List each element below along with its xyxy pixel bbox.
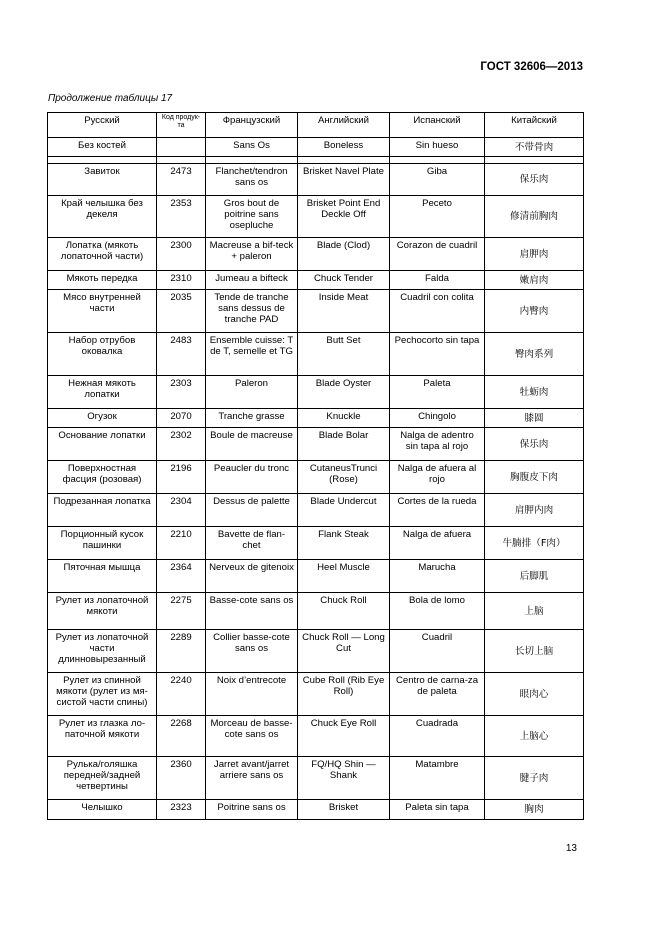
document-title: ГОСТ 32606—2013 [480,61,583,73]
cell-chinese: 内臀肉 [485,290,584,333]
cell-code: 2196 [157,461,206,494]
cell-french: Basse-cote sans os [206,593,298,630]
subheader-code [157,138,206,157]
cell-french: Collier basse-cote sans os [206,630,298,673]
cell-chinese: 上脑心 [485,716,584,757]
cell-chinese: 长切上脑 [485,630,584,673]
table-row [48,428,584,461]
cell-english: Chuck Tender [298,271,390,290]
table-row [48,376,584,409]
subheader-row [48,138,584,157]
cell-french: Bavette de flan-chet [206,527,298,560]
cell-spanish: Chingolo [390,409,485,428]
cell-chinese: 修清前胸肉 [485,196,584,238]
cell-french: Flanchet/tendron sans os [206,164,298,196]
table-row [48,593,584,630]
cell-chinese: 牛腩排（F肉） [485,527,584,560]
cell-code: 2302 [157,428,206,461]
table-row [48,461,584,494]
cell-chinese: 保乐肉 [485,428,584,461]
cell-russian: Мякоть передка [48,271,157,290]
cell-code: 2210 [157,527,206,560]
table-row [48,630,584,673]
cell-russian: Нежная мякоть лопатки [48,376,157,409]
cell-spanish: Paleta sin tapa [390,800,485,820]
cell-code: 2289 [157,630,206,673]
cell-english: Blade (Clod) [298,238,390,271]
cell-english: Cube Roll (Rib Eye Roll) [298,673,390,716]
cell-french: Tende de tranche sans dessus de tranche PAD [206,290,298,333]
cell-chinese: 胸腹皮下肉 [485,461,584,494]
cell-english: Chuck Eye Roll [298,716,390,757]
cell-russian: Челышко [48,800,157,820]
subheader-english: Boneless [298,138,390,157]
table-row [48,800,584,820]
cell-french: Nerveux de gitenoix [206,560,298,593]
header-english: Английский [298,113,390,138]
cell-french: Paleron [206,376,298,409]
subheader-russian: Без костей [48,138,157,157]
cell-code: 2303 [157,376,206,409]
cell-russian: Край челышка без декеля [48,196,157,238]
table-row [48,238,584,271]
cell-english: CutaneusTrunci (Rose) [298,461,390,494]
cell-spanish: Bola de lomo [390,593,485,630]
cell-spanish: Nalga de afuera [390,527,485,560]
header-code: Код продук-та [157,113,206,138]
table-row [48,494,584,527]
cell-french: Poitrine sans os [206,800,298,820]
cell-chinese: 嫩肩肉 [485,271,584,290]
cell-chinese: 肩胛肉 [485,238,584,271]
cell-russian: Набор отрубов оковалка [48,333,157,376]
cell-code: 2035 [157,290,206,333]
cell-russian: Рулет из спинной мякоти (рулет из мя-систой части спины) [48,673,157,716]
cell-french: Peaucler du tronc [206,461,298,494]
cell-french: Jumeau a bifteck [206,271,298,290]
table-row [48,673,584,716]
cell-english: Knuckle [298,409,390,428]
header-gap [48,157,584,164]
table-caption: Продолжение таблицы 17 [48,93,173,104]
cell-russian: Пяточная мышца [48,560,157,593]
cell-chinese: 上脑 [485,593,584,630]
cell-spanish: Giba [390,164,485,196]
cell-chinese: 臀肉系列 [485,333,584,376]
cell-spanish: Centro de carna-za de paleta [390,673,485,716]
cell-chinese: 保乐肉 [485,164,584,196]
header-chinese: Китайский [485,113,584,138]
cell-code: 2473 [157,164,206,196]
subheader-spanish: Sin hueso [390,138,485,157]
table-row [48,164,584,196]
cell-russian: Рулет из лопаточной мякоти [48,593,157,630]
table-row [48,527,584,560]
cell-english: Chuck Roll — Long Cut [298,630,390,673]
page-number: 13 [565,843,577,854]
cell-code: 2360 [157,757,206,800]
cell-chinese: 腱子肉 [485,757,584,800]
cell-french: Jarret avant/jarret arriere sans os [206,757,298,800]
cell-russian: Лопатка (мякоть лопаточной части) [48,238,157,271]
header-spanish: Испанский [390,113,485,138]
cell-code: 2268 [157,716,206,757]
cell-russian: Рулька/голяшка передней/задней четвертины [48,757,157,800]
table-row [48,560,584,593]
cell-french: Ensemble cuisse: T de T, semelle et TG [206,333,298,376]
cell-spanish: Matambre [390,757,485,800]
cell-code: 2304 [157,494,206,527]
cell-spanish: Cuadril [390,630,485,673]
cell-code: 2310 [157,271,206,290]
cuts-table [47,112,584,820]
cell-spanish: Nalga de adentro sin tapa al rojo [390,428,485,461]
cell-english: Blade Oyster [298,376,390,409]
header-russian: Русский [48,113,157,138]
subheader-chinese: 不带骨肉 [485,138,584,157]
table-row [48,196,584,238]
cell-russian: Огузок [48,409,157,428]
cell-french: Gros bout de poitrine sans osepluche [206,196,298,238]
cell-spanish: Corazon de cuadril [390,238,485,271]
cell-french: Dessus de palette [206,494,298,527]
cell-spanish: Cortes de la rueda [390,494,485,527]
cell-code: 2364 [157,560,206,593]
cell-spanish: Pechocorto sin tapa [390,333,485,376]
cell-code: 2070 [157,409,206,428]
cell-russian: Основание лопатки [48,428,157,461]
cell-russian: Поверхностная фасция (розовая) [48,461,157,494]
cell-chinese: 后脚肌 [485,560,584,593]
cell-spanish: Paleta [390,376,485,409]
cell-russian: Подрезанная лопатка [48,494,157,527]
subheader-french: Sans Os [206,138,298,157]
cell-french: Morceau de basse-cote sans os [206,716,298,757]
cell-russian: Рулет из лопаточной части длинновырезанный [48,630,157,673]
cell-code: 2275 [157,593,206,630]
cell-english: Blade Undercut [298,494,390,527]
cell-code: 2240 [157,673,206,716]
cell-english: Chuck Roll [298,593,390,630]
table-row [48,333,584,376]
cell-russian: Мясо внутренней части [48,290,157,333]
cell-french: Macreuse a bif-teck + paleron [206,238,298,271]
cell-russian: Порционный кусок пашинки [48,527,157,560]
cell-spanish: Cuadrada [390,716,485,757]
cell-english: Brisket [298,800,390,820]
cell-spanish: Falda [390,271,485,290]
cell-spanish: Peceto [390,196,485,238]
cell-russian: Рулет из глазка ло-паточной мякоти [48,716,157,757]
header-row [48,113,584,138]
cell-french: Tranche grasse [206,409,298,428]
cell-chinese: 膝圆 [485,409,584,428]
cell-russian: Завиток [48,164,157,196]
cell-english: Flank Steak [298,527,390,560]
cell-english: Heel Muscle [298,560,390,593]
table-row [48,716,584,757]
cell-english: Blade Bolar [298,428,390,461]
cell-spanish: Marucha [390,560,485,593]
cell-french: Noix d’entrecote [206,673,298,716]
table-row [48,409,584,428]
cell-english: Inside Meat [298,290,390,333]
cell-code: 2323 [157,800,206,820]
cell-code: 2300 [157,238,206,271]
cell-spanish: Cuadril con colita [390,290,485,333]
cell-french: Boule de macreuse [206,428,298,461]
header-french: Французский [206,113,298,138]
table-row [48,290,584,333]
table-row [48,757,584,800]
cell-spanish: Nalga de afuera al rojo [390,461,485,494]
cell-chinese: 肩胛内肉 [485,494,584,527]
cell-code: 2353 [157,196,206,238]
cell-chinese: 牡蛎肉 [485,376,584,409]
cell-english: FQ/HQ Shin — Shank [298,757,390,800]
cell-chinese: 眼肉心 [485,673,584,716]
cell-english: Brisket Point End Deckle Off [298,196,390,238]
cell-english: Butt Set [298,333,390,376]
cell-chinese: 胸肉 [485,800,584,820]
table-row [48,271,584,290]
cell-code: 2483 [157,333,206,376]
cell-english: Brisket Navel Plate [298,164,390,196]
